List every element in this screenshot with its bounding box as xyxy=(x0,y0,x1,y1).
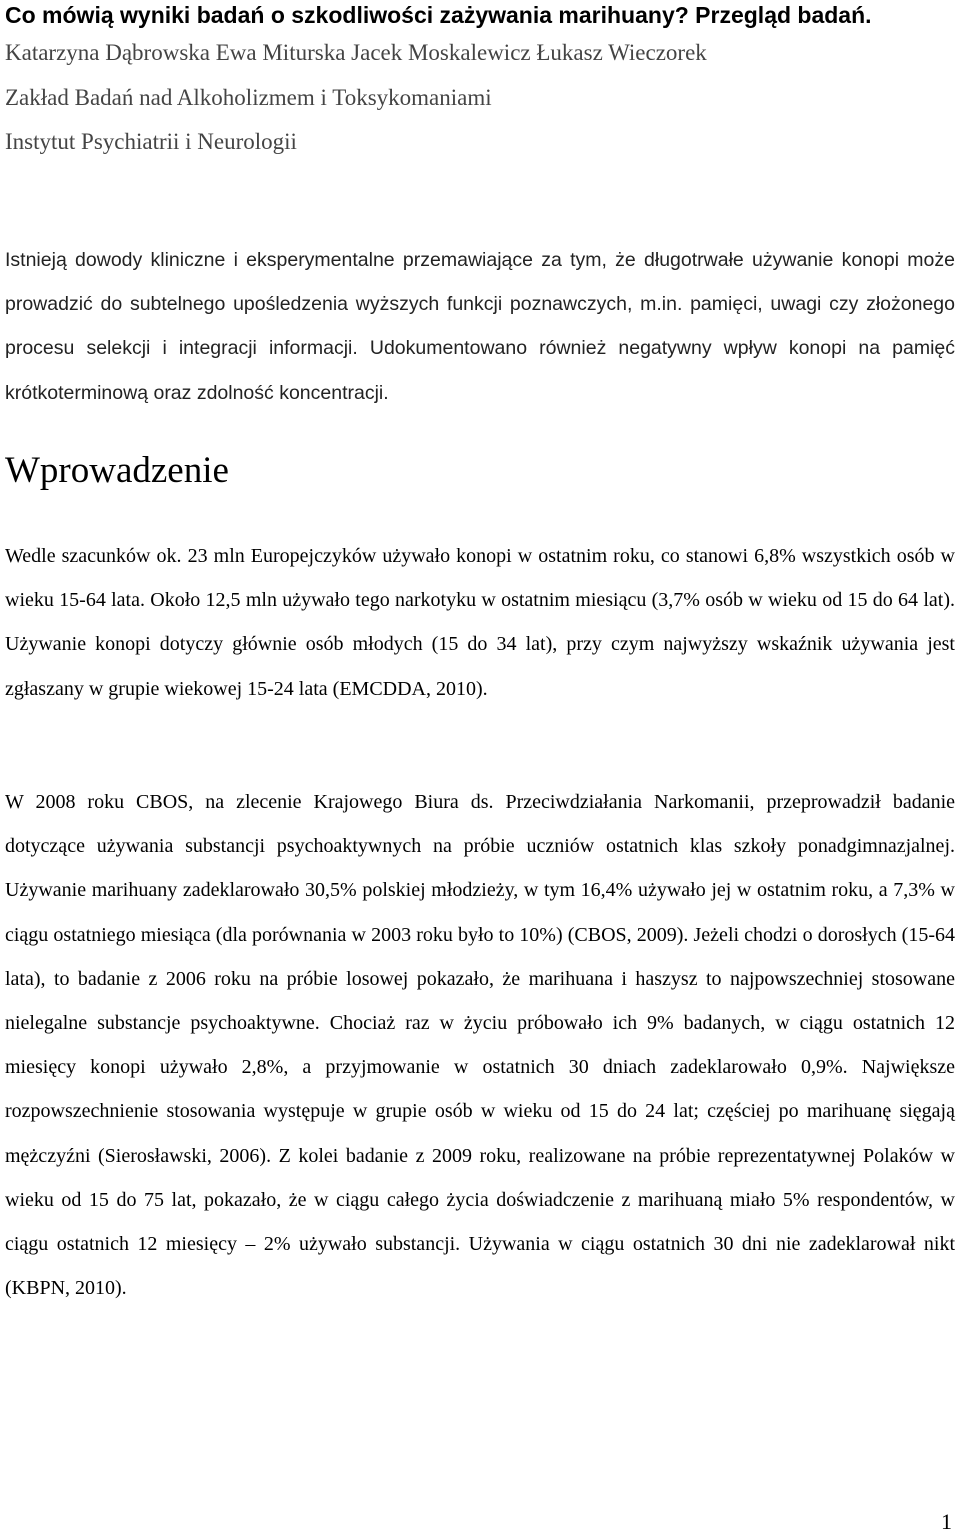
section-heading: Wprowadzenie xyxy=(5,450,229,491)
abstract-paragraph: Istnieją dowody kliniczne i eksperymentalne przemawiające za tym, że długotrwałe używanie konopi może prowadzić do subtelnego upośledzenia wyższych funkcji poznawczych, m.in. pamięci, uwagi czy złożonego procesu selekcji i integracji informacji. Udokumentowano również negatywny wpływ konopi na pamięć krótkoterminową oraz zdolność koncentracji. xyxy=(5,249,955,404)
page-number: 1 xyxy=(941,1509,952,1534)
body-paragraph-1: Wedle szacunków ok. 23 mln Europejczyków używało konopi w ostatnim roku, co stanowi 6,8% wszystkich osób w wieku 15-64 lata. Około 12,5 mln używało tego narkotyku w ostatnim miesiącu (3,7% osób w wieku od 15 do 64 lat). Używanie konopi dotyczy głównie osób młodych (15 do 34 lat), przy czym najwyższy wskaźnik używania jest zgłaszany w grupie wiekowej 15-24 lata (EMCDDA, 2010). xyxy=(5,545,955,700)
department-name: Zakład Badań nad Alkoholizmem i Toksykomaniami xyxy=(5,85,492,110)
author-list: Katarzyna Dąbrowska Ewa Miturska Jacek Moskalewicz Łukasz Wieczorek xyxy=(5,40,707,65)
body-paragraph-2: W 2008 roku CBOS, na zlecenie Krajowego Biura ds. Przeciwdziałania Narkomanii, przeprowadził badanie dotyczące używania substancji psychoaktywnych na próbie uczniów ostatnich klas szkoły ponadgimnazjalnej. Używanie marihuany zadeklarowało 30,5% polskiej młodzieży, w tym 16,4% używało jej w ostatnim roku, a 7,3% w ciągu ostatniego miesiąca (dla porównania w 2003 roku było to 10%) (CBOS, 2009). Jeżeli chodzi o dorosłych (15-64 lata), to badanie z 2006 roku na próbie losowej pokazało, że marihuana i haszysz to najpowszechniej stosowane nielegalne substancje psychoaktywne. Chociaż raz w życiu próbowało ich 9% badanych, w ciągu ostatnich 12 miesięcy konopi używało 2,8%, a przyjmowanie w ostatnich 30 dniach zadeklarowało 0,9%. Największe rozpowszechnienie stosowania występuje w grupie osób w wieku od 15 do 24 lat; częściej po marihuanę sięgają mężczyźni (Sierosławski, 2006). Z kolei badanie z 2009 roku, realizowane na próbie reprezentatywnej Polaków w wieku od 15 do 75 lat, pokazało, że w ciągu całego życia doświadczenie z marihuaną miało 5% respondentów, w ciągu ostatnich 12 miesięcy – 2% używało substancji. Używania w ciągu ostatnich 30 dni nie zadeklarował nikt (KBPN, 2010). xyxy=(5,791,955,1300)
document-title: Co mówią wyniki badań o szkodliwości zażywania marihuany? Przegląd badań. xyxy=(5,2,872,28)
institute-name: Instytut Psychiatrii i Neurologii xyxy=(5,129,297,154)
